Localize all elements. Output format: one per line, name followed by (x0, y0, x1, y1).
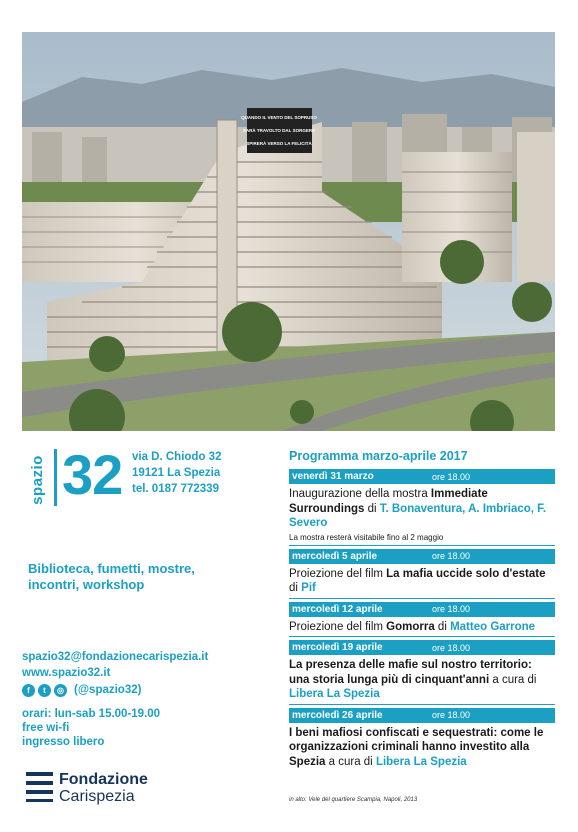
program-section (289, 449, 555, 771)
event-2 (289, 549, 555, 599)
event-time: ore 18.00 (432, 710, 471, 720)
event-header (289, 640, 555, 655)
event-header (289, 708, 555, 723)
fondazione-logo (26, 772, 148, 805)
photo-banner-line-1: QUANDO IL VENTO DEL SOPRUSO (241, 115, 317, 120)
event-3 (289, 602, 555, 638)
event-description (289, 655, 555, 705)
event-description (289, 617, 555, 638)
logo-divider (54, 449, 57, 506)
instagram-icon[interactable]: ◎ (54, 684, 67, 697)
spazio32-logo (22, 443, 122, 515)
fondazione-text (59, 772, 148, 805)
event-day: venerdì 31 marzo (292, 471, 374, 482)
event-author: Libera La Spezia (375, 755, 467, 768)
address-block (132, 449, 221, 497)
event-text: Proiezione del film (289, 620, 387, 633)
event-time: ore 18.00 (432, 642, 471, 653)
fondazione-line-1: Fondazione (59, 771, 148, 788)
photo-banner-line-3: SPIRERÀ VERSO LA FELICITÀ (246, 141, 312, 146)
event-description (289, 484, 555, 546)
event-text: di (364, 502, 380, 515)
event-5 (289, 708, 555, 772)
email-link[interactable]: spazio32@fondazionecarispezia.it (22, 651, 209, 663)
wifi-info: free wi-fi (22, 722, 70, 734)
address-phone: tel. 0187 772339 (132, 483, 219, 495)
tagline: Biblioteca, fumetti, mostre, incontri, workshop (28, 561, 195, 592)
event-title: Gomorra (386, 620, 435, 633)
event-note: La mostra resterà visitabile fino al 2 maggio (289, 532, 444, 542)
event-day: mercoledì 12 aprile (292, 603, 383, 615)
website-link[interactable]: www.spazio32.it (22, 667, 111, 679)
event-text: di (289, 582, 302, 594)
photo-banner-line-2: SARÀ TRAVOLTO DAL SORGERE (242, 128, 316, 133)
social-row (22, 681, 208, 699)
event-header (289, 549, 555, 564)
event-title: La mafia uccide solo d'estate (386, 567, 546, 580)
fondazione-mark-icon (26, 772, 53, 802)
event-description (289, 723, 555, 772)
event-title: I beni mafiosi confiscati e sequestrati: come le organizzazioni criminali hanno investito alla Spezia (289, 726, 544, 768)
event-text: Inaugurazione della mostra (289, 488, 431, 500)
event-4 (289, 640, 555, 705)
scampia-photo-illustration (22, 32, 555, 431)
event-time: ore 18.00 (432, 471, 471, 482)
logo-word: spazio (29, 455, 46, 505)
event-header (289, 469, 555, 484)
event-description (289, 564, 555, 599)
twitter-icon[interactable]: t (38, 684, 51, 697)
event-text: a cura di (489, 673, 537, 686)
event-time: ore 18.00 (432, 551, 471, 561)
photo-credit: in alto: Vele del quartiere Scampia, Napoli, 2013 (289, 797, 418, 803)
contacts-block (22, 649, 208, 699)
event-day: mercoledì 19 aprile (292, 642, 383, 653)
social-handle: (@spazio32) (74, 684, 142, 696)
event-title: Immediate Surroundings (289, 488, 488, 515)
info-block (22, 707, 160, 749)
entry-info: ingresso libero (22, 736, 105, 748)
event-header (289, 602, 555, 617)
event-text: di (434, 620, 451, 633)
event-author: Pif (301, 582, 316, 594)
event-text: a cura di (325, 755, 376, 768)
event-title: La presenza delle mafie sul nostro territorio: una storia lunga più di cinquant'anni (289, 659, 532, 686)
event-time: ore 18.00 (432, 604, 471, 614)
event-author: Libera La Spezia (289, 688, 380, 700)
event-author: Matteo Garrone (450, 620, 536, 633)
facebook-icon[interactable]: f (22, 684, 35, 697)
logo-number: 32 (62, 443, 123, 506)
fondazione-line-2: Carispezia (59, 788, 135, 805)
event-day: mercoledì 5 aprile (292, 550, 378, 562)
event-author: T. Bonaventura, A. Imbriaco, F. Severo (289, 502, 547, 529)
opening-hours: orari: lun-sab 15.00-19.00 (22, 708, 161, 720)
event-day: mercoledì 26 aprile (292, 709, 383, 721)
address-city: 19121 La Spezia (132, 467, 221, 479)
address-street: via D. Chiodo 32 (132, 451, 222, 463)
event-1 (289, 469, 555, 546)
event-text: Proiezione del film (289, 567, 387, 580)
hero-photo (22, 32, 555, 431)
program-title: Programma marzo-aprile 2017 (289, 449, 468, 463)
